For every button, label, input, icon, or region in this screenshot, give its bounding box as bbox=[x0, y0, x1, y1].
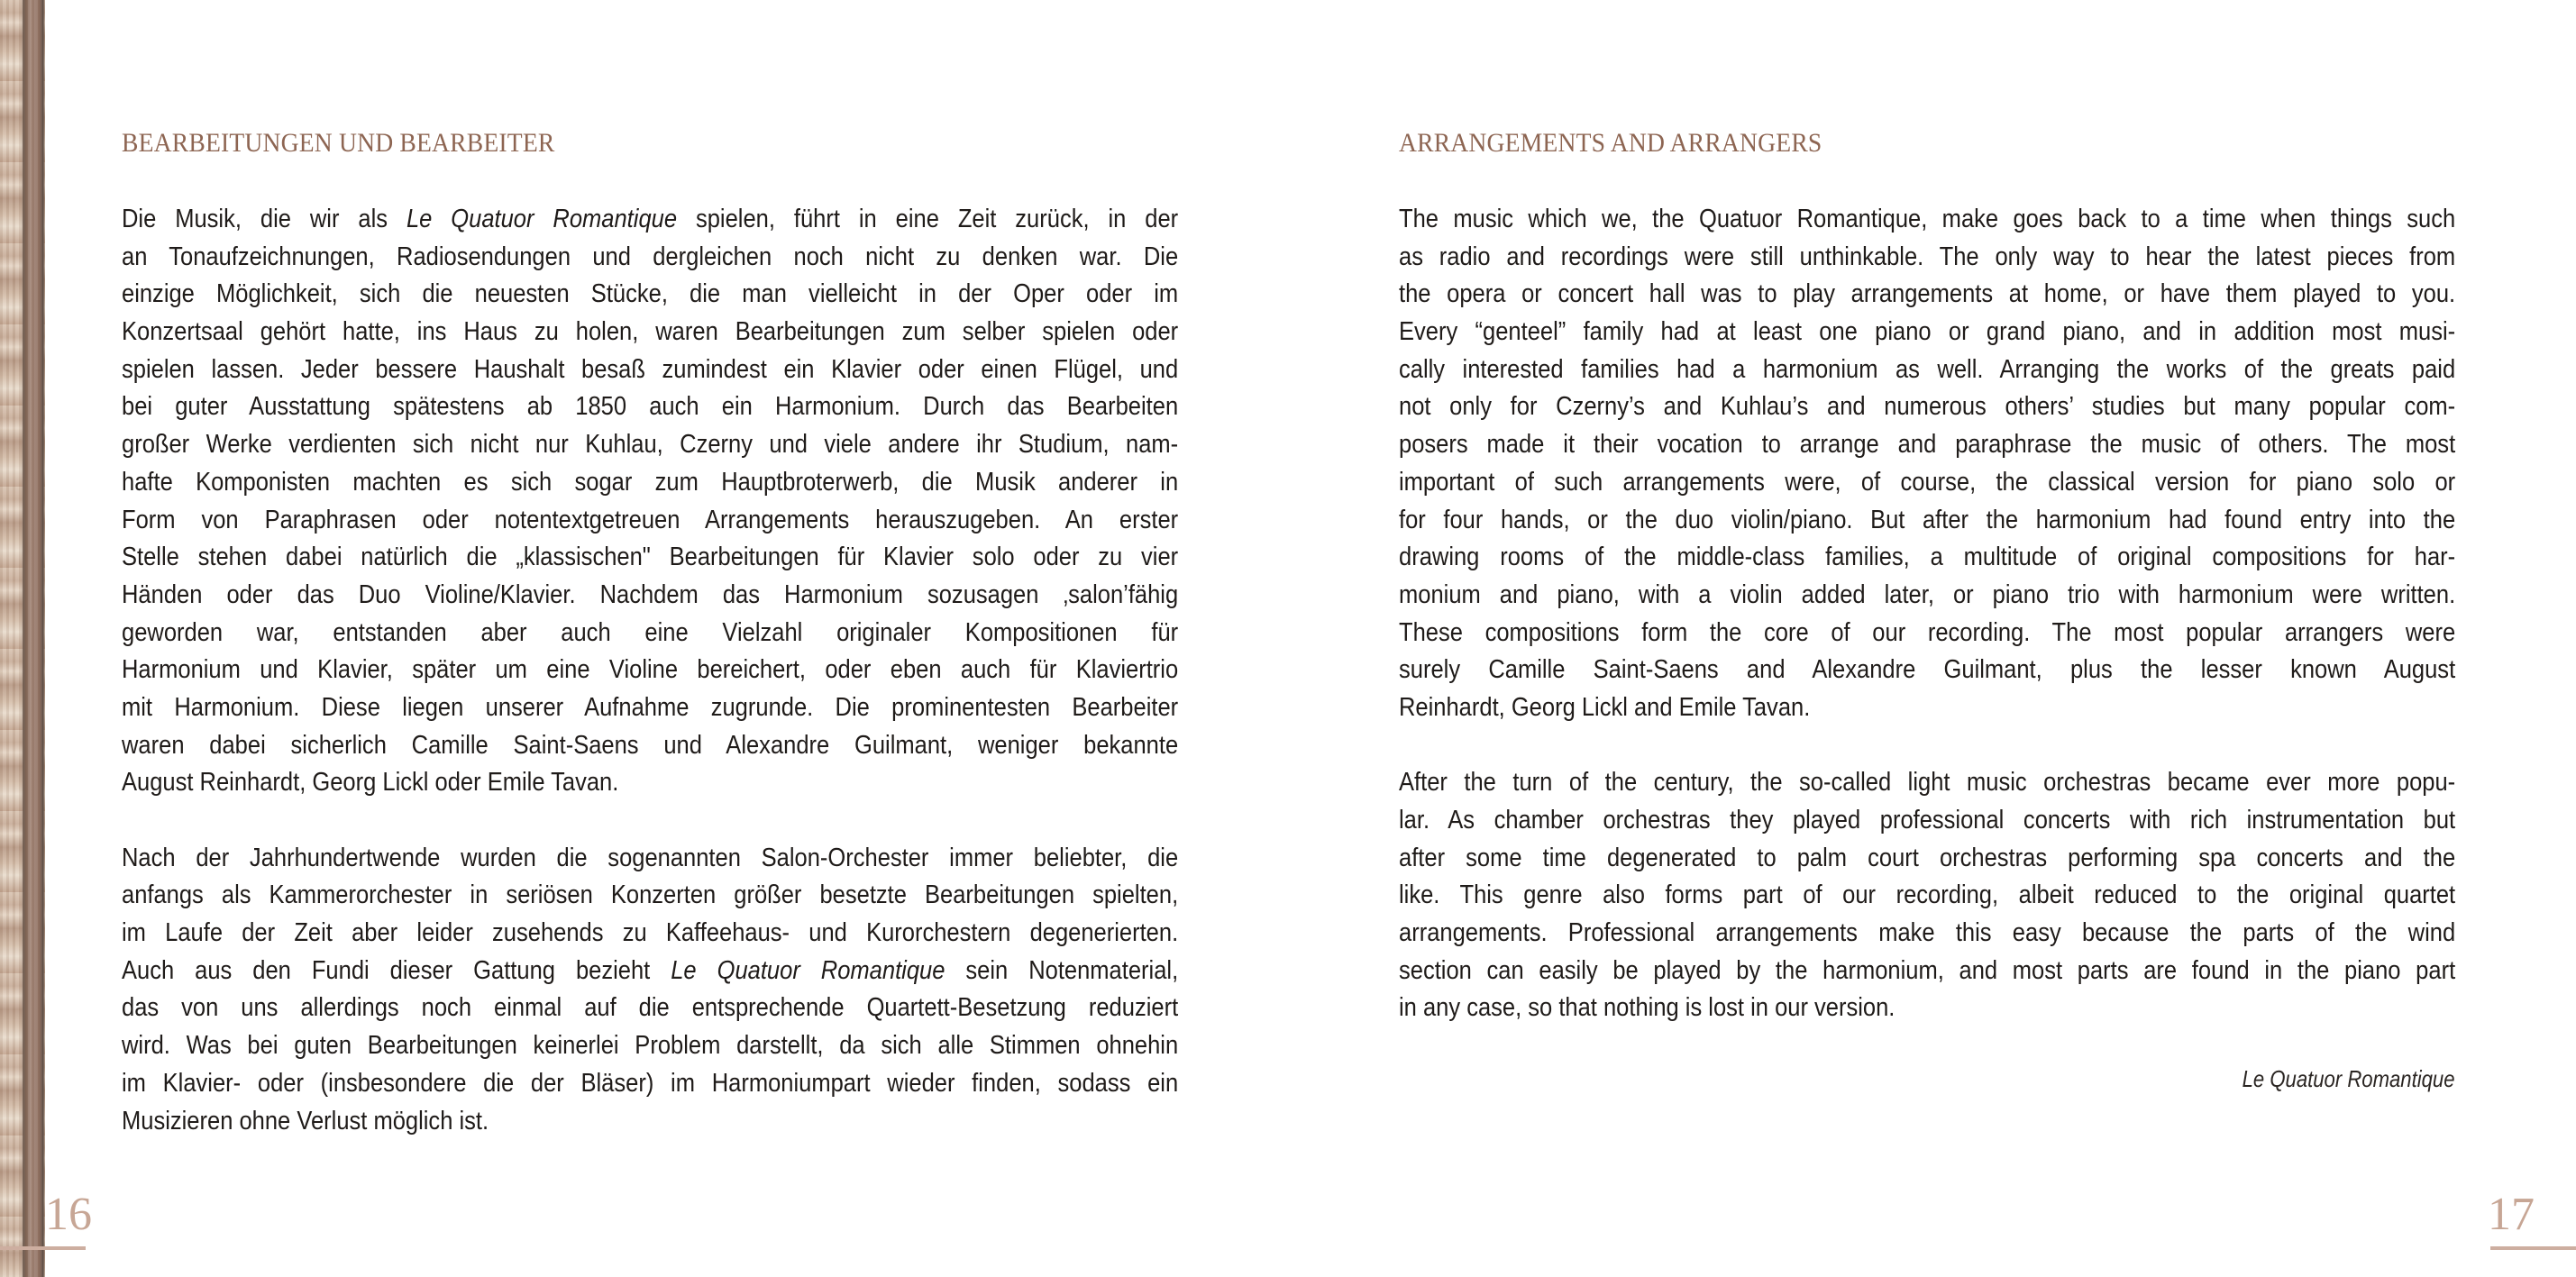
text-line bbox=[122, 578, 1178, 612]
text-segment: im Klavier- oder (insbesondere die der Bläser) im Harmoniumpart wieder finden, sodass ein bbox=[122, 1068, 1179, 1098]
text-line-wrap bbox=[122, 616, 1178, 653]
text-line-wrap bbox=[122, 352, 1178, 390]
text-line bbox=[1399, 916, 2455, 950]
text-line-wrap bbox=[122, 916, 1178, 953]
page-number-right: 17 bbox=[2488, 1189, 2535, 1240]
text-line bbox=[122, 878, 1178, 912]
paragraph bbox=[122, 202, 1178, 803]
text-segment: spielen lassen. Jeder bessere Haushalt besaß zumindest ein Klavier oder einen Flügel, und bbox=[122, 354, 1179, 384]
text-line-wrap bbox=[122, 315, 1178, 352]
text-line-wrap bbox=[122, 1104, 1178, 1142]
text-line bbox=[122, 277, 1178, 311]
text-line bbox=[122, 765, 1178, 799]
text-line-wrap bbox=[1399, 315, 2455, 352]
text-segment: the opera or concert hall was to play arrangements at home, or have them played to you. bbox=[1399, 279, 2456, 309]
text-line bbox=[122, 1028, 1178, 1063]
text-line bbox=[1399, 465, 2455, 499]
text-line-wrap bbox=[122, 728, 1178, 766]
text-line bbox=[122, 202, 1178, 236]
text-line bbox=[1399, 427, 2455, 461]
text-line bbox=[1399, 240, 2455, 274]
text-line-wrap bbox=[1399, 503, 2455, 541]
text-segment: posers made it their vocation to arrange and paraphrase the music of others. The most bbox=[1399, 430, 2456, 460]
text-line-wrap bbox=[122, 652, 1178, 690]
ensemble-name-italic: Le Quatuor Romantique bbox=[671, 955, 945, 985]
text-segment: wird. Was bei guten Bearbeitungen keinerlei Problem darstellt, da sich alle Stimmen ohnehin bbox=[122, 1031, 1179, 1061]
text-line bbox=[1399, 503, 2455, 537]
text-line bbox=[122, 990, 1178, 1025]
text-segment: cally interested families had a harmonium as well. Arranging the works of the greats paid bbox=[1399, 354, 2456, 384]
text-line-wrap bbox=[1399, 352, 2455, 390]
text-line bbox=[122, 616, 1178, 650]
text-segment: anfangs als Kammerorchester in seriösen Konzerten größer besetzte Bearbeitungen spielten, bbox=[122, 880, 1179, 910]
text-line-wrap bbox=[122, 578, 1178, 616]
text-line-wrap bbox=[122, 540, 1178, 578]
text-segment: in any case, so that nothing is lost in our version. bbox=[1399, 993, 1895, 1023]
left-page-body bbox=[122, 202, 1178, 1141]
text-line bbox=[1399, 953, 2455, 988]
text-line-wrap bbox=[1399, 616, 2455, 653]
text-line bbox=[122, 315, 1178, 349]
text-line-wrap bbox=[122, 1028, 1178, 1066]
text-line-wrap bbox=[122, 765, 1178, 803]
text-line-wrap bbox=[122, 953, 1178, 991]
text-line-wrap bbox=[122, 990, 1178, 1028]
text-line-wrap bbox=[122, 427, 1178, 465]
text-segment: Konzertsaal gehört hatte, ins Haus zu holen, waren Bearbeitungen zum selber spielen oder bbox=[122, 317, 1179, 347]
text-line bbox=[122, 728, 1178, 762]
text-segment: lar. As chamber orchestras they played professional concerts with rich instrumentation but bbox=[1399, 806, 2456, 835]
text-line-wrap bbox=[122, 465, 1178, 503]
text-line bbox=[1399, 690, 2455, 725]
text-line bbox=[122, 1066, 1178, 1100]
text-segment: bei guter Ausstattung spätestens ab 1850 auch ein Harmonium. Durch das Bearbeiten bbox=[122, 392, 1179, 422]
text-segment: August Reinhardt, Georg Lickl oder Emile Tavan. bbox=[122, 768, 619, 798]
text-line bbox=[1399, 878, 2455, 912]
right-page-body bbox=[1399, 202, 2455, 1028]
text-segment: monium and piano, with a violin added later, or piano trio with harmonium were written. bbox=[1399, 579, 2456, 609]
text-segment: hafte Komponisten machten es sich sogar zum Hauptbroterwerb, die Musik anderer in bbox=[122, 467, 1179, 497]
text-segment: an Tonaufzeichnungen, Radiosendungen und dergleichen noch nicht zu denken war. Die bbox=[122, 242, 1179, 271]
text-line-wrap bbox=[1399, 389, 2455, 427]
signature: Le Quatuor Romantique bbox=[2243, 1065, 2455, 1092]
text-line bbox=[1399, 803, 2455, 837]
text-line bbox=[122, 690, 1178, 725]
text-line bbox=[1399, 202, 2455, 236]
text-segment: Musizieren ohne Verlust möglich ist. bbox=[122, 1106, 489, 1136]
text-segment: im Laufe der Zeit aber leider zusehends zu Kaffeehaus- und Kurorchestern degenerierten. bbox=[122, 918, 1179, 948]
text-segment: mit Harmonium. Diese liegen unserer Aufnahme zugrunde. Die prominentesten Bearbeiter bbox=[122, 692, 1179, 722]
page-number-underline-left bbox=[0, 1246, 86, 1250]
text-line bbox=[1399, 652, 2455, 687]
text-segment: großer Werke verdienten sich nicht nur Kuhlau, Czerny und viele andere ihr Studium, nam- bbox=[122, 430, 1179, 460]
text-segment: after some time degenerated to palm court orchestras performing spa concerts and the bbox=[1399, 843, 2456, 872]
text-line-wrap bbox=[1399, 803, 2455, 841]
text-line bbox=[122, 352, 1178, 387]
text-line bbox=[122, 540, 1178, 574]
text-line-wrap bbox=[1399, 578, 2455, 616]
text-segment: geworden war, entstanden aber auch eine Vielzahl originaler Kompositionen für bbox=[122, 617, 1179, 647]
page-number-underline-right bbox=[2490, 1246, 2576, 1250]
text-line bbox=[122, 427, 1178, 461]
text-line-wrap bbox=[122, 841, 1178, 879]
text-segment: as radio and recordings were still unthinkable. The only way to hear the latest pieces from bbox=[1399, 242, 2456, 271]
text-line bbox=[122, 953, 1178, 988]
text-line bbox=[1399, 578, 2455, 612]
text-line-wrap bbox=[1399, 652, 2455, 690]
text-segment: important of such arrangements were, of course, the classical version for piano solo or bbox=[1399, 467, 2456, 497]
text-line bbox=[1399, 315, 2455, 349]
text-segment: spielen, führt in eine Zeit zurück, in der bbox=[677, 205, 1179, 233]
text-line bbox=[122, 841, 1178, 875]
text-line bbox=[1399, 352, 2455, 387]
text-segment: Reinhardt, Georg Lickl and Emile Tavan. bbox=[1399, 692, 1811, 722]
paragraph bbox=[1399, 202, 2455, 728]
text-line-wrap bbox=[122, 202, 1178, 240]
text-segment: Form von Paraphrasen oder notentextgetreuen Arrangements herauszugeben. An erster bbox=[122, 505, 1179, 534]
ensemble-name-italic: Le Quatuor Romantique bbox=[406, 205, 678, 233]
text-segment: Stelle stehen dabei natürlich die „klassischen" Bearbeitungen für Klavier solo oder zu vier bbox=[122, 543, 1179, 572]
text-line bbox=[1399, 990, 2455, 1025]
text-line bbox=[1399, 841, 2455, 875]
text-line-wrap bbox=[1399, 841, 2455, 879]
paragraph-gap bbox=[122, 803, 1178, 841]
text-segment: The music which we, the Quatuor Romantique, make goes back to a time when things such bbox=[1399, 205, 2456, 233]
text-segment: einzige Möglichkeit, sich die neuesten Stücke, die man vielleicht in der Oper oder im bbox=[122, 279, 1179, 309]
text-segment: like. This genre also forms part of our recording, albeit reduced to the original quartet bbox=[1399, 880, 2456, 910]
text-line-wrap bbox=[122, 240, 1178, 278]
text-segment: Die Musik, die wir als bbox=[122, 205, 406, 233]
text-line-wrap bbox=[1399, 540, 2455, 578]
text-segment: After the turn of the century, the so-called light music orchestras became ever more popu- bbox=[1399, 768, 2456, 798]
text-line-wrap bbox=[1399, 240, 2455, 278]
text-line-wrap bbox=[122, 389, 1178, 427]
text-line bbox=[122, 652, 1178, 687]
text-line bbox=[122, 503, 1178, 537]
text-segment: surely Camille Saint-Saens and Alexandre Guilmant, plus the lesser known August bbox=[1399, 655, 2456, 685]
text-line-wrap bbox=[1399, 990, 2455, 1028]
text-line-wrap bbox=[122, 503, 1178, 541]
text-line-wrap bbox=[122, 277, 1178, 315]
text-segment: arrangements. Professional arrangements make this easy because the parts of the wind bbox=[1399, 918, 2456, 948]
text-line-wrap bbox=[1399, 465, 2455, 503]
text-segment: drawing rooms of the middle-class families, a multitude of original compositions for har- bbox=[1399, 543, 2456, 572]
text-segment: for four hands, or the duo violin/piano. But after the harmonium had found entry into the bbox=[1399, 505, 2456, 534]
text-line bbox=[122, 916, 1178, 950]
text-line bbox=[1399, 277, 2455, 311]
text-line-wrap bbox=[1399, 690, 2455, 728]
paragraph-gap bbox=[1399, 728, 2455, 766]
text-line-wrap bbox=[122, 690, 1178, 728]
book-spine-texture bbox=[0, 0, 45, 1277]
text-segment: Every “genteel” family had at least one piano or grand piano, and in addition most musi- bbox=[1399, 317, 2456, 347]
text-segment: section can easily be played by the harmonium, and most parts are found in the piano part bbox=[1399, 955, 2456, 985]
text-line-wrap bbox=[1399, 916, 2455, 953]
text-segment: Auch aus den Fundi dieser Gattung bezieht bbox=[122, 955, 671, 985]
text-segment: Nach der Jahrhundertwende wurden die sogenannten Salon-Orchester immer beliebter, die bbox=[122, 843, 1179, 872]
text-line bbox=[1399, 616, 2455, 650]
text-segment: waren dabei sicherlich Camille Saint-Saens und Alexandre Guilmant, weniger bekannte bbox=[122, 730, 1179, 760]
text-line bbox=[122, 240, 1178, 274]
paragraph bbox=[122, 841, 1178, 1142]
text-line-wrap bbox=[1399, 202, 2455, 240]
text-segment: Händen oder das Duo Violine/Klavier. Nachdem das Harmonium sozusagen ‚salon’fähig bbox=[122, 579, 1179, 609]
text-line bbox=[1399, 765, 2455, 799]
text-segment: not only for Czerny’s and Kuhlau’s and numerous others’ studies but many popular com- bbox=[1399, 392, 2456, 422]
left-page-heading: BEARBEITUNGEN UND BEARBEITER bbox=[122, 128, 555, 158]
text-line bbox=[1399, 540, 2455, 574]
text-line-wrap bbox=[1399, 427, 2455, 465]
text-line-wrap bbox=[1399, 277, 2455, 315]
paragraph bbox=[1399, 765, 2455, 1028]
text-segment: sein Notenmaterial, bbox=[945, 955, 1179, 985]
text-line bbox=[122, 389, 1178, 424]
text-line-wrap bbox=[1399, 953, 2455, 991]
right-page-heading: ARRANGEMENTS AND ARRANGERS bbox=[1399, 128, 1822, 158]
text-segment: These compositions form the core of our recording. The most popular arrangers were bbox=[1399, 617, 2456, 647]
text-line bbox=[122, 465, 1178, 499]
text-line-wrap bbox=[1399, 878, 2455, 916]
text-segment: Harmonium und Klavier, später um eine Violine bereichert, oder eben auch für Klaviertrio bbox=[122, 655, 1179, 685]
text-line-wrap bbox=[122, 878, 1178, 916]
page-number-left: 16 bbox=[45, 1189, 92, 1240]
text-line bbox=[1399, 389, 2455, 424]
text-line-wrap bbox=[122, 1066, 1178, 1104]
text-line-wrap bbox=[1399, 765, 2455, 803]
text-line bbox=[122, 1104, 1178, 1138]
text-segment: das von uns allerdings noch einmal auf die entsprechende Quartett-Besetzung reduziert bbox=[122, 993, 1179, 1023]
